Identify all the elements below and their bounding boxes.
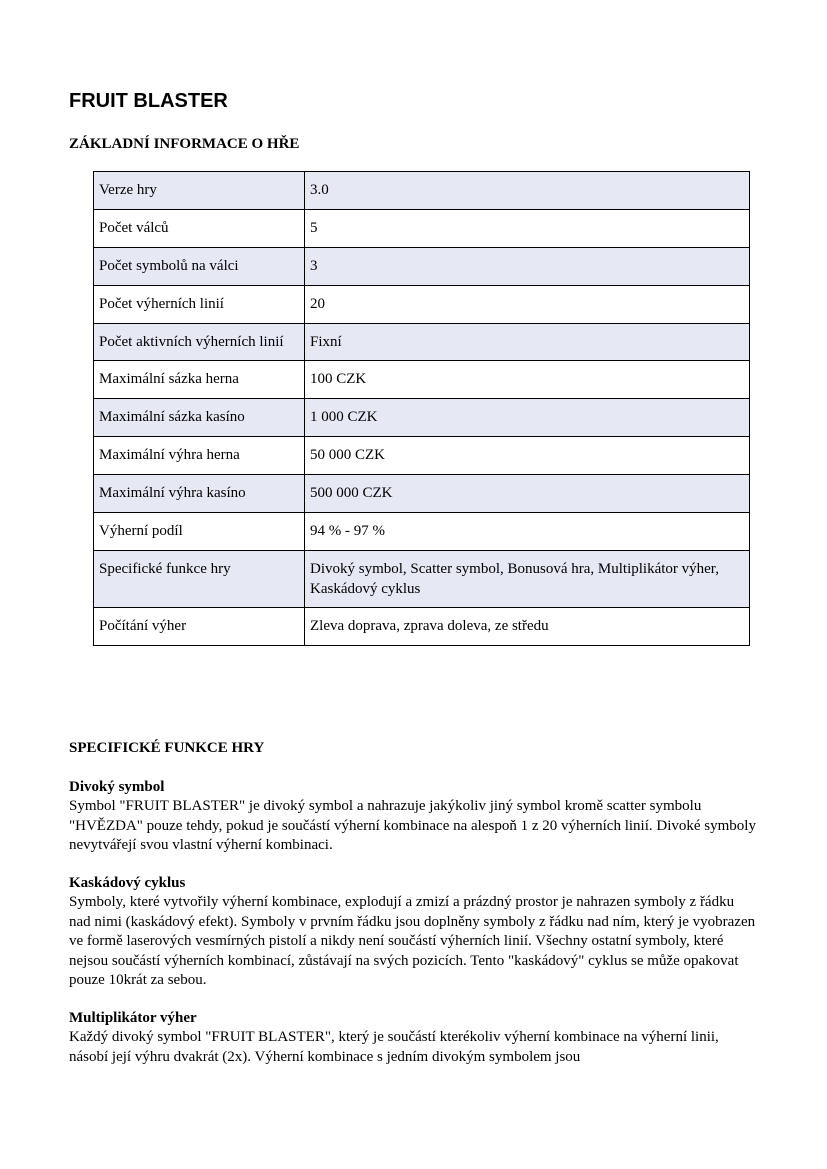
table-row (94, 551, 750, 608)
row-value: 50 000 CZK (305, 437, 750, 475)
row-value: 20 (305, 286, 750, 324)
row-value: 500 000 CZK (305, 475, 750, 513)
feature-title: Kaskádový cyklus (69, 875, 186, 891)
row-value: 5 (305, 210, 750, 248)
row-value: 1 000 CZK (305, 399, 750, 437)
features-section-heading: SPECIFICKÉ FUNKCE HRY (69, 740, 265, 756)
table-row (94, 399, 750, 437)
row-label: Počet výherních linií (94, 286, 305, 324)
table-row (94, 286, 750, 324)
row-label: Maximální sázka kasíno (94, 399, 305, 437)
row-label: Počet aktivních výherních linií (94, 324, 305, 361)
table-row (94, 513, 750, 551)
row-value: Divoký symbol, Scatter symbol, Bonusová hra, Multiplikátor výher, Kaskádový cyklus (305, 551, 750, 608)
row-value: 3 (305, 248, 750, 286)
feature-title: Divoký symbol (69, 779, 165, 795)
table-row (94, 475, 750, 513)
row-label: Maximální sázka herna (94, 361, 305, 399)
document-title: FRUIT BLASTER (69, 90, 228, 112)
feature-text: Každý divoký symbol "FRUIT BLASTER", který je součástí kterékoliv výherní kombinace na výherní linii, násobí její výhru dvakrát (2x). Výherní kombinace s jedním divokým symbolem jsou (69, 1029, 719, 1065)
row-label: Počet válců (94, 210, 305, 248)
feature-wild-symbol (69, 778, 759, 856)
feature-title: Multiplikátor výher (69, 1010, 197, 1026)
table-row (94, 608, 750, 646)
table-row (94, 210, 750, 248)
table-row (94, 361, 750, 399)
row-value: Zleva doprava, zprava doleva, ze středu (305, 608, 750, 646)
row-value: 3.0 (305, 172, 750, 210)
info-section-heading: ZÁKLADNÍ INFORMACE O HŘE (69, 136, 300, 152)
row-label: Výherní podíl (94, 513, 305, 551)
row-value: 100 CZK (305, 361, 750, 399)
feature-win-multiplier (69, 1009, 759, 1067)
game-info-table (93, 171, 750, 646)
row-label: Verze hry (94, 172, 305, 210)
row-label: Maximální výhra herna (94, 437, 305, 475)
table-row (94, 248, 750, 286)
row-value: Fixní (305, 324, 750, 361)
table-row (94, 437, 750, 475)
table-row (94, 172, 750, 210)
feature-text: Symbol "FRUIT BLASTER" je divoký symbol a nahrazuje jakýkoliv jiný symbol kromě scatter symbolu "HVĚZDA" pouze tehdy, pokud je součástí výherní kombinace na alespoň 1 z 20 výherních linií. Divoké symboly nevytvářejí svou vlastní výherní kombinaci. (69, 798, 756, 854)
row-label: Maximální výhra kasíno (94, 475, 305, 513)
row-value: 94 % - 97 % (305, 513, 750, 551)
row-label: Specifické funkce hry (94, 551, 305, 608)
feature-cascade-cycle (69, 874, 759, 990)
feature-text: Symboly, které vytvořily výherní kombinace, explodují a zmizí a prázdný prostor je nahrazen symboly z řádku nad nimi (kaskádový efekt). Symboly v prvním řádku jsou doplněny symboly z řádku nad ním, který je vyobrazen ve formě laserových vesmírných pistolí a nikdy není součástí výherních linií. Všechny ostatní symboly, které nejsou součástí výherních kombinací, zůstávají na svých pozicích. Tento "kaskádový" cyklus se může opakovat pouze 10krát za sebou. (69, 894, 756, 989)
row-label: Počet symbolů na válci (94, 248, 305, 286)
table-row (94, 324, 750, 361)
row-label: Počítání výher (94, 608, 305, 646)
